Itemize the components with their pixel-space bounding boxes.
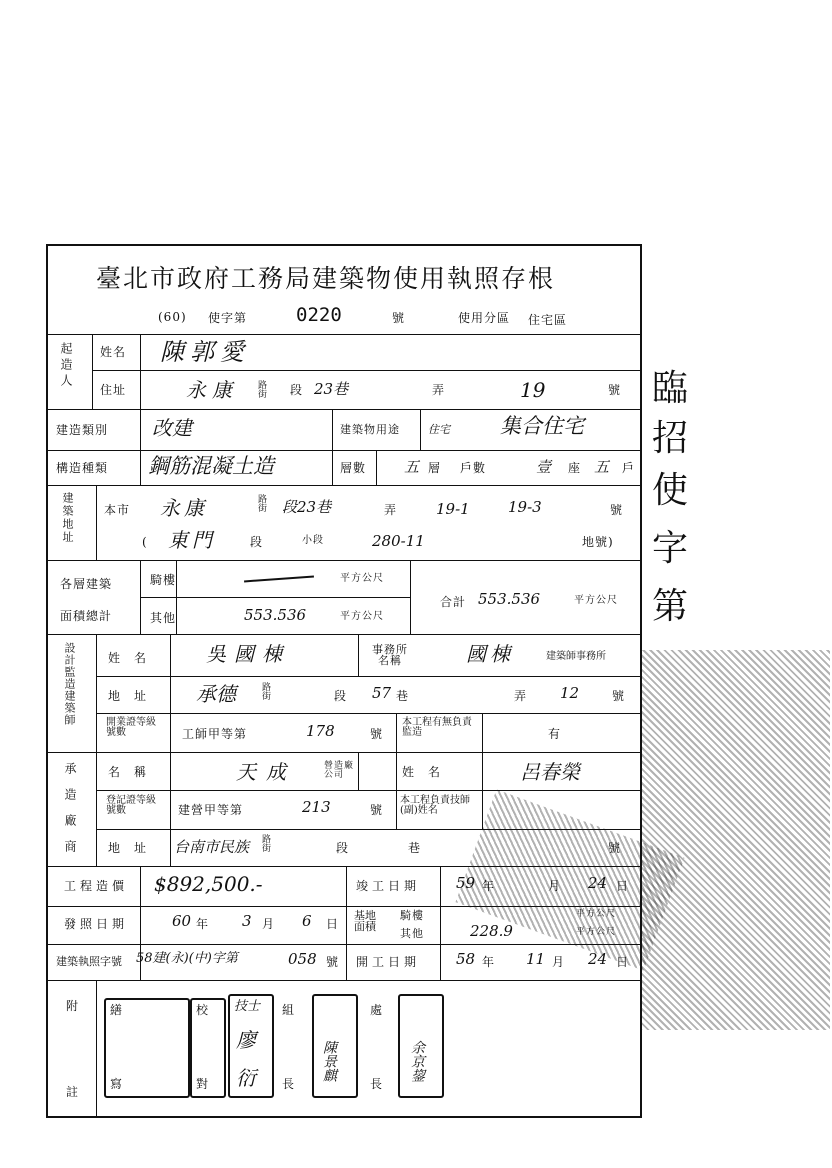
permit-prefix: 使字第 [208, 311, 248, 325]
households-label: 戶數 [460, 461, 487, 475]
contractor-addr-city: 台南市民族 [174, 838, 250, 856]
designer-name: 吳國棟 [206, 642, 290, 666]
contractor-lane: 巷 [408, 841, 422, 855]
contractor-person-label: 姓名 [402, 765, 455, 779]
office-label: 事務所名稱 [372, 643, 408, 667]
note-col6-top: 處 [370, 1003, 384, 1017]
note-col4-bottom: 長 [282, 1077, 296, 1091]
engineer-label: 本工程負責技師(副)姓名 [400, 795, 470, 816]
category-label: 建造類別 [56, 423, 109, 437]
site-lot-section: 東門 [168, 528, 216, 552]
structure-label: 構造種類 [56, 461, 109, 475]
permit-form [46, 244, 642, 1118]
applicant-addr-label: 住址 [100, 383, 127, 397]
floors-unit: 層 [428, 461, 442, 475]
site-city: 本市 [104, 503, 131, 517]
designer-section: 段 [334, 689, 348, 703]
site-road: 永康 [160, 496, 208, 520]
supervise-value: 有 [548, 727, 562, 741]
issue-unit-year: 年 [196, 917, 210, 931]
start-month: 11 [526, 950, 546, 968]
designer-addr-label: 地址 [108, 689, 161, 703]
area-other-unit: 平方公尺 [340, 611, 384, 622]
designer-name-label: 姓名 [108, 651, 161, 665]
permit-number-suffix: 號 [326, 955, 340, 969]
site-group-label: 建築地址 [61, 492, 74, 544]
cost-label: 工程造價 [64, 879, 129, 893]
stamp-smudge [640, 650, 830, 1030]
use-small: 住宅 [428, 423, 450, 436]
contractor-addr-label: 地址 [108, 841, 161, 855]
supervise-label: 本工程有無負責監造 [402, 717, 472, 738]
note-col1-bottom: 寫 [110, 1077, 124, 1091]
area-total-unit: 平方公尺 [574, 595, 618, 606]
applicant-section: 段 [290, 383, 304, 397]
use-value: 集合住宅 [500, 414, 584, 438]
site-number-1: 19-1 [436, 500, 470, 518]
permit-number: 0220 [296, 304, 342, 326]
permit-value: 58建(永)(中)字第 [136, 951, 238, 966]
floors-value: 五 [404, 458, 420, 476]
note-col5-name: 陳景麒 [321, 1040, 337, 1082]
fragment-char: 第 [652, 586, 689, 627]
site-alley: 弄 [384, 503, 398, 517]
structure-value: 鋼筋混凝土造 [148, 454, 274, 478]
start-unit-day: 日 [616, 955, 630, 969]
note-col3-bottom: 衍 [236, 1066, 256, 1090]
contractor-number-suffix: 號 [608, 841, 622, 855]
households-prefix: 壹 [536, 458, 552, 476]
designer-road: 承德 [196, 682, 236, 706]
base-arcade-label: 騎樓 [400, 909, 424, 922]
start-unit-month: 月 [552, 955, 566, 969]
contractor-name: 天成 [236, 760, 296, 784]
permit-suffix: 號 [392, 311, 406, 325]
reg-number: 213 [302, 798, 331, 816]
households-value: 五 [594, 458, 610, 476]
area-other-label: 其他 [150, 611, 177, 625]
start-unit-year: 年 [482, 955, 496, 969]
site-number-2: 19-3 [508, 498, 542, 516]
document-title: 臺北市政府工務局建築物使用執照存根 [96, 264, 556, 293]
base-other-value: 228.9 [470, 922, 513, 940]
applicant-group-label: 起造人 [59, 342, 73, 390]
applicant-number-suffix: 號 [608, 383, 622, 397]
area-total-label: 合計 [440, 595, 467, 609]
issue-label: 發照日期 [64, 917, 129, 931]
issue-year: 60 [172, 912, 192, 930]
issue-unit-day: 日 [326, 917, 340, 931]
category-value: 改建 [152, 416, 192, 440]
households-unit1: 座 [568, 461, 582, 475]
issue-day: 6 [302, 912, 312, 930]
contractor-name-suffix: 營造廠公司 [324, 761, 355, 780]
applicant-name: 陳郭愛 [160, 338, 250, 366]
note-col2-top: 校 [196, 1003, 210, 1017]
finish-year: 59 [456, 874, 476, 892]
applicant-lane: 23巷 [314, 380, 349, 398]
site-lot-suffix: 地號) [582, 535, 614, 549]
finish-unit-month: 月 [548, 879, 562, 893]
note-col2-bottom: 對 [196, 1077, 210, 1091]
area-total-value: 553.536 [478, 590, 541, 608]
contractor-group-label: 承造廠商 [63, 762, 77, 866]
permit-year: (60) [158, 310, 187, 324]
fragment-char: 字 [652, 528, 689, 569]
designer-group-label: 設計監造建築師 [63, 642, 76, 726]
cert-suffix: 號 [370, 727, 384, 741]
finish-unit-year: 年 [482, 879, 496, 893]
area-label-2: 面積總計 [60, 609, 113, 623]
note-col7-name: 余京鋆 [409, 1040, 425, 1082]
site-lot-section-suffix: 段 [250, 535, 264, 549]
site-lot-prefix: ( [142, 535, 148, 549]
issue-month: 3 [242, 912, 252, 930]
applicant-number: 19 [520, 378, 546, 402]
notes-label-top: 附 [66, 999, 80, 1013]
note-col6-bottom: 長 [370, 1077, 384, 1091]
finish-label: 竣工日期 [356, 879, 421, 893]
cert-number: 178 [306, 722, 335, 740]
site-number-suffix: 號 [610, 503, 624, 517]
site-section-lane: 段23巷 [282, 498, 332, 516]
base-other-label: 其他 [400, 927, 424, 940]
note-col1-top: 繕 [110, 1003, 124, 1017]
base-area-label: 基地面積 [354, 909, 376, 933]
finish-day: 24 [588, 874, 608, 892]
designer-alley: 弄 [514, 689, 528, 703]
contractor-road-suffix: 路街 [262, 835, 273, 854]
permit-label: 建築執照字號 [56, 955, 122, 968]
reg-label: 登記證等級號數 [106, 795, 156, 816]
start-year: 58 [456, 950, 476, 968]
applicant-road-suffix: 路街 [258, 381, 269, 400]
area-label-1: 各層建築 [60, 577, 113, 591]
note-col4-top: 組 [282, 1003, 296, 1017]
designer-number: 12 [560, 684, 580, 702]
start-label: 開工日期 [356, 955, 421, 969]
cost-value: $892,500.- [154, 872, 263, 896]
notes-label-bottom: 註 [66, 1085, 80, 1099]
note-col3-name: 廖 [236, 1028, 256, 1052]
area-arcade-label: 騎樓 [150, 573, 177, 587]
contractor-section: 段 [336, 841, 350, 855]
site-lot-number: 280-11 [372, 532, 425, 550]
area-arcade-unit: 平方公尺 [340, 573, 384, 584]
fragment-char: 使 [652, 470, 689, 511]
contractor-person: 呂春榮 [520, 760, 580, 784]
fragment-char: 招 [652, 418, 689, 459]
floors-label: 層數 [340, 461, 367, 475]
designer-road-suffix: 路街 [262, 683, 273, 702]
start-day: 24 [588, 950, 608, 968]
fragment-char: 臨 [652, 368, 689, 409]
issue-unit-month: 月 [262, 917, 276, 931]
reg-value: 建營甲等第 [178, 803, 244, 817]
permit-number-value: 058 [288, 950, 317, 968]
base-arcade-unit: 平方公尺 [576, 909, 617, 919]
contractor-name-label: 名稱 [108, 765, 161, 779]
base-other-unit: 平方公尺 [576, 927, 617, 937]
office-value: 國棟 [466, 642, 514, 666]
area-other-value: 553.536 [244, 606, 307, 624]
site-road-suffix: 路街 [258, 495, 269, 514]
note-col3-top: 技士 [234, 999, 261, 1014]
designer-lane: 57 [372, 684, 392, 702]
cert-label: 開業證等級號數 [106, 717, 156, 738]
site-lot-small: 小段 [302, 535, 324, 546]
reg-suffix: 號 [370, 803, 384, 817]
applicant-alley: 弄 [432, 383, 446, 397]
zone-value: 住宅區 [528, 313, 568, 327]
use-label: 建築物用途 [340, 423, 400, 436]
designer-number-suffix: 號 [612, 689, 626, 703]
households-unit2: 戶 [622, 461, 636, 475]
zone-label: 使用分區 [458, 311, 511, 325]
cert-value: 工師甲等第 [182, 727, 248, 741]
designer-lane-suffix: 巷 [396, 689, 410, 703]
office-suffix: 建築師事務所 [546, 651, 606, 662]
applicant-name-label: 姓名 [100, 345, 127, 359]
finish-unit-day: 日 [616, 879, 630, 893]
applicant-road: 永康 [186, 378, 238, 402]
